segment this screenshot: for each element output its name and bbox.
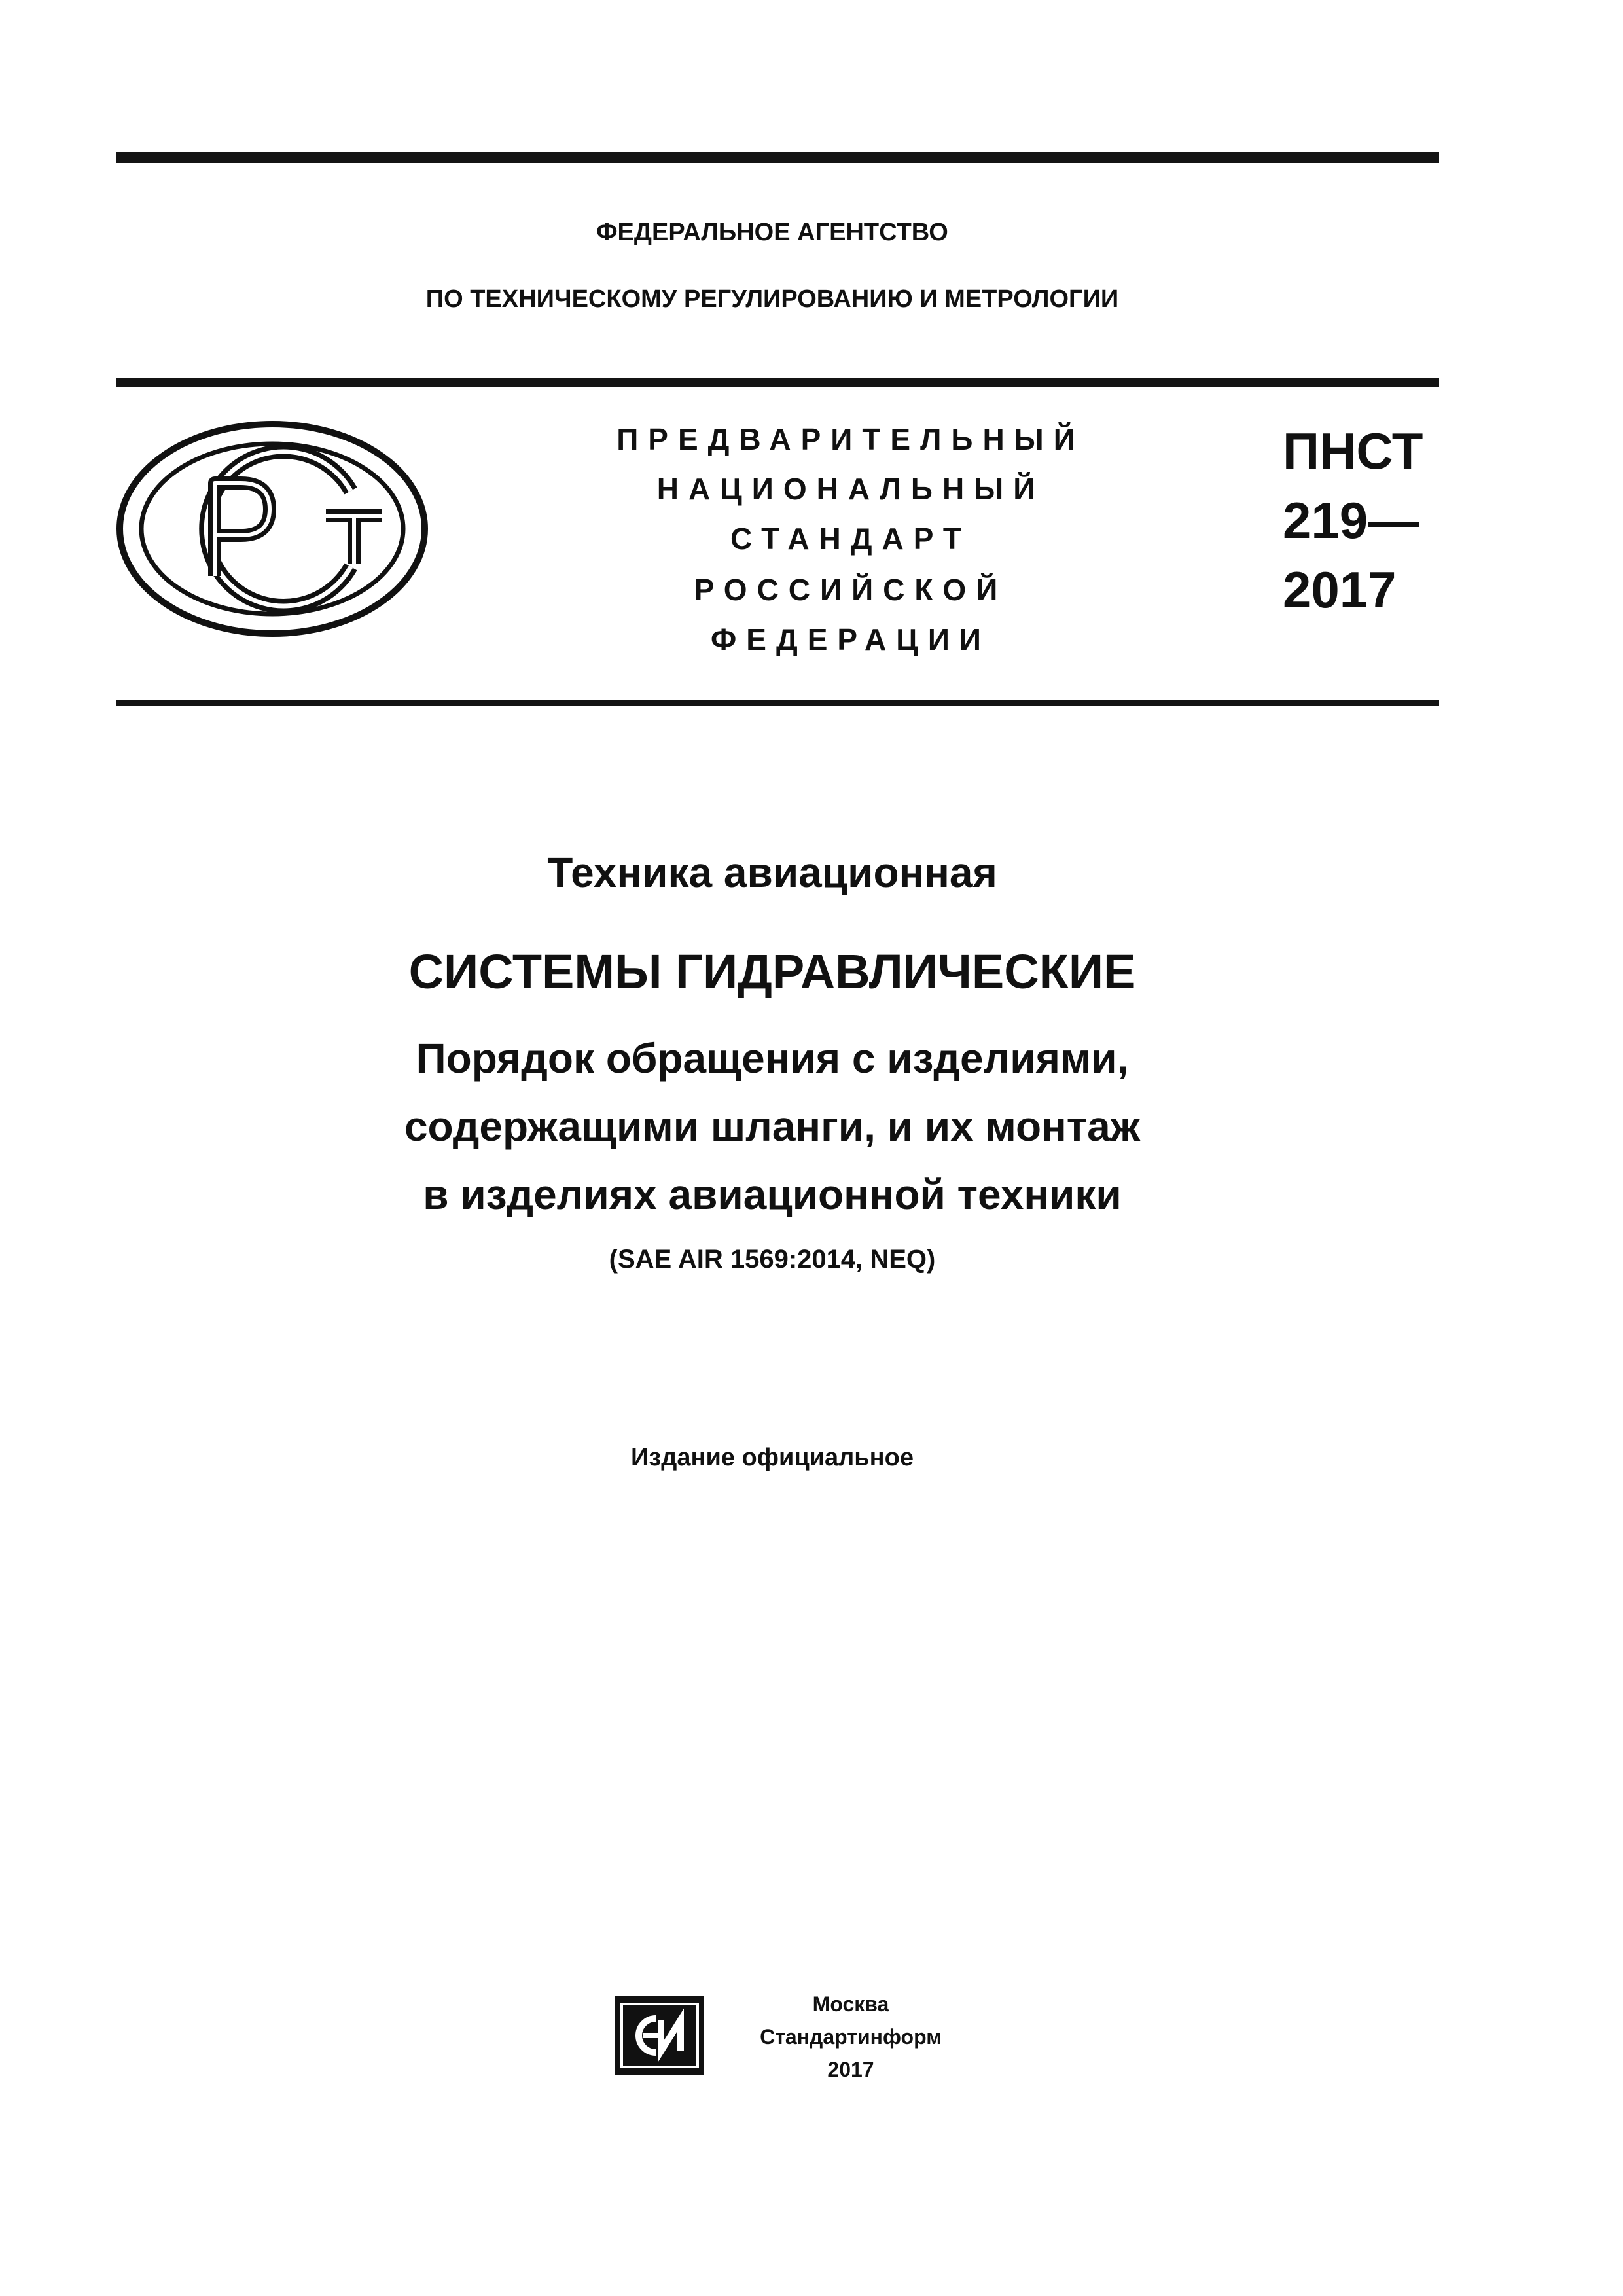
agency-line-1: ФЕДЕРАЛЬНОЕ АГЕНТСТВО — [596, 219, 948, 246]
header-rule — [116, 378, 1439, 387]
publisher-city: Москва — [812, 1992, 889, 2016]
status-line: НАЦИОНАЛЬНЫЙ — [656, 472, 1045, 506]
publisher-year: 2017 — [827, 2058, 874, 2081]
status-line: РОССИЙСКОЙ — [694, 573, 1008, 607]
reference-standard: (SAE AIR 1569:2014, NEQ) — [609, 1245, 936, 1274]
status-rule — [116, 700, 1439, 706]
standard-code-year: 2017 — [1283, 561, 1397, 619]
top-rule — [116, 152, 1439, 163]
document-subtitle-line: содержащими шланги, и их монтаж — [404, 1103, 1141, 1150]
status-line: ПРЕДВАРИТЕЛЬНЫЙ — [616, 422, 1085, 456]
edition-note: Издание официальное — [631, 1444, 914, 1471]
status-line: ФЕДЕРАЦИИ — [711, 622, 991, 656]
document-subtitle-line: Порядок обращения с изделиями, — [416, 1035, 1129, 1082]
document-title-area: Техника авиационная — [547, 849, 997, 896]
gost-r-mark-icon — [115, 419, 429, 639]
publisher-name: Стандартинформ — [760, 2025, 942, 2049]
standartinform-logo-icon — [614, 1995, 705, 2076]
standard-code-number: 219— — [1283, 492, 1419, 549]
agency-line-2: ПО ТЕХНИЧЕСКОМУ РЕГУЛИРОВАНИЮ И МЕТРОЛОГИИ — [425, 285, 1119, 313]
document-title-main: СИСТЕМЫ ГИДРАВЛИЧЕСКИЕ — [408, 944, 1136, 999]
standard-code-prefix: ПНСТ — [1283, 422, 1423, 480]
document-subtitle-line: в изделиях авиационной техники — [423, 1171, 1122, 1218]
status-line: СТАНДАРТ — [730, 522, 971, 556]
